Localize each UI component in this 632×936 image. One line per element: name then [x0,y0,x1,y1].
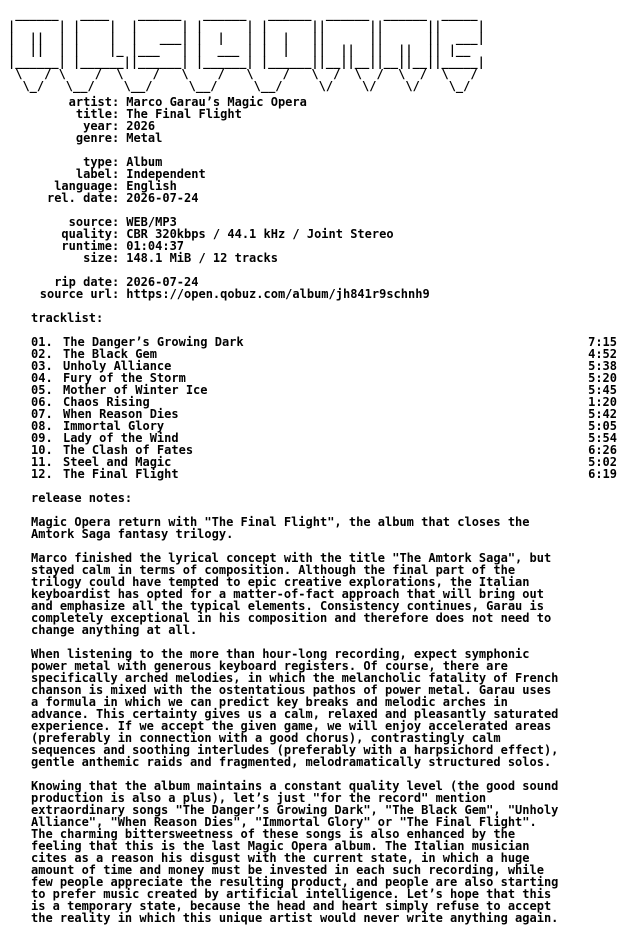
release-notes-paragraph: Magic Opera return with "The Final Flight", the album that closes the Amtork Saga fantasy trilogy. [31,515,530,541]
meta-value: English [126,179,177,193]
meta-value: CBR 320kbps / 44.1 kHz / Joint Stereo [126,227,394,241]
track-title: The Danger’s Growing Dark [63,335,244,349]
track-duration: 5:45 [588,383,617,397]
track-number: 12. [31,467,53,481]
track-number: 10. [31,443,53,457]
meta-value: Album [126,155,163,169]
ascii-art-banner: ______ ____ ______ ______ ______ ______ ______ _____ | | | | | | | | | || || || | | || | | | | ___| | | | | | || || || ___| | || | | |_ |___ | | ___ | | | || || || || || |__ |______| |______||______| |______| |______||__||__||__||__||_____| \ / \ / \ / \ / \ / \ / \ / \ / \ / \_/ \__/ \__/ \__/ \__/ \/ \/ \/ \_/ [8,7,485,93]
track-duration: 1:20 [588,395,617,409]
meta-value: The Final Flight [126,107,242,121]
track-number: 11. [31,455,53,469]
track-number: 03. [31,359,53,373]
meta-group-release [8,96,307,144]
meta-value: 148.1 MiB / 12 tracks [126,251,278,265]
meta-separator: : [112,275,120,289]
tracklist [31,336,617,480]
meta-value: 2026-07-24 [126,191,199,205]
meta-value: 01:04:37 [126,239,185,253]
track-duration: 7:15 [588,335,617,349]
track-number: 02. [31,347,53,361]
meta-key: quality [61,227,112,241]
meta-separator: : [112,227,120,241]
meta-key: genre [75,131,112,145]
track-number: 01. [31,335,53,349]
track-number: 05. [31,383,53,397]
track-title: The Clash of Fates [63,443,194,457]
meta-value: Marco Garau’s Magic Opera [126,95,307,109]
meta-key: source url [39,287,112,301]
tracklist-heading: tracklist: [31,311,104,325]
meta-row [8,108,307,120]
meta-value: Metal [126,131,163,145]
meta-separator: : [112,107,120,121]
meta-row [8,252,394,264]
release-notes-paragraph: When listening to the more than hour-long recording, expect symphonic power metal with generous keyboard registers. Of course, there are specifically arched melodies, in which the melancholic fatality of French chanson is mixed with the ostentatious pathos of power metal. Garau uses a formula in which we can predict key breaks and melodic arches in advance. This certainty gives us a calm, relaxed and pleasantly saturated experience. If we accept the given game, we will enjoy accelerated areas (preferably in connection with a good chorus), contrastingly calm sequences and soothing interludes (preferably with a harpsichord effect), gentle anthemic raids and fragmented, melodramatically structured solos. [31,647,559,769]
release-notes-paragraph: Knowing that the album maintains a constant quality level (the good sound production is also a plus), let’s just "for the record" mention extraordinary songs "The Danger’s Growing Dark", "The Black Gem", "Unholy Alliance", "When Reason Dies", "Immortal Glory" or "The Final Flight". The charming bittersweetness of these songs is also enhanced by the feeling that this is the last Magic Opera album. The Italian musician cites as a reason his disgust with the current state, in which a huge amount of time and money must be invested in each such recording, while few people appreciate the resulting product, and people are also starting to prefer music created by artificial intelligence. Let’s hope that this is a temporary state, because the head and heart simply refuse to accept the reality in which this unique artist would never write anything again. [31,779,559,925]
meta-value: Independent [126,167,206,181]
meta-separator: : [112,179,120,193]
track-title: Immortal Glory [63,419,165,433]
meta-key: size [83,251,112,265]
meta-key: type [83,155,112,169]
meta-key: artist [68,95,112,109]
track-duration: 5:38 [588,359,617,373]
release-notes-paragraph: Marco finished the lyrical concept with the title "The Amtork Saga", but stayed calm in terms of composition. Although the final part of the trilogy could have tempted to epic creative explorations, the Italian keyboardist has opted for a matter-of-fact approach that will bring out and emphasize all the typical elements. Consistency continues, Garau is completely exceptional in his composition and therefore does not need to change anything at all. [31,551,552,637]
track-duration: 5:02 [588,455,617,469]
meta-key: year [83,119,112,133]
meta-separator: : [112,191,120,205]
track-duration: 6:26 [588,443,617,457]
meta-value: 2026 [126,119,156,133]
meta-group-source [8,216,394,264]
track-title: Chaos Rising [63,395,150,409]
meta-separator: : [112,251,120,265]
track-title: Mother of Winter Ice [63,383,208,397]
meta-separator: : [112,167,120,181]
meta-separator: : [112,155,120,169]
track-title: When Reason Dies [63,407,179,421]
meta-separator: : [112,119,120,133]
meta-key: rip date [54,275,112,289]
meta-key: source [68,215,112,229]
track-number: 04. [31,371,53,385]
track-number: 08. [31,419,53,433]
meta-separator: : [112,131,120,145]
track-number: 06. [31,395,53,409]
meta-value: https://open.qobuz.com/album/jh841r9schnh9 [126,287,430,301]
track-title: The Final Flight [63,467,179,481]
track-duration: 4:52 [588,347,617,361]
meta-row [8,132,307,144]
meta-key: runtime [61,239,112,253]
track-duration: 6:19 [588,467,617,481]
meta-key: title [75,107,112,121]
track-title: The Black Gem [63,347,157,361]
track-title: Steel and Magic [63,455,172,469]
meta-separator: : [112,287,120,301]
meta-row [8,288,430,300]
release-notes-heading: release notes: [31,491,133,505]
track-row [31,468,617,480]
meta-value: 2026-07-24 [126,275,199,289]
meta-separator: : [112,215,120,229]
track-title: Unholy Alliance [63,359,172,373]
track-duration: 5:42 [588,407,617,421]
track-title: Lady of the Wind [63,431,179,445]
meta-group-type [8,156,206,204]
track-duration: 5:20 [588,371,617,385]
meta-separator: : [112,95,120,109]
meta-separator: : [112,239,120,253]
meta-value: WEB/MP3 [126,215,177,229]
meta-key: language [54,179,112,193]
track-duration: 5:05 [588,419,617,433]
meta-key: label [75,167,112,181]
track-duration: 5:54 [588,431,617,445]
meta-group-rip [8,276,430,300]
track-number: 07. [31,407,53,421]
track-number: 09. [31,431,53,445]
track-title: Fury of the Storm [63,371,186,385]
meta-row [8,192,206,204]
meta-key: rel. date [46,191,112,205]
